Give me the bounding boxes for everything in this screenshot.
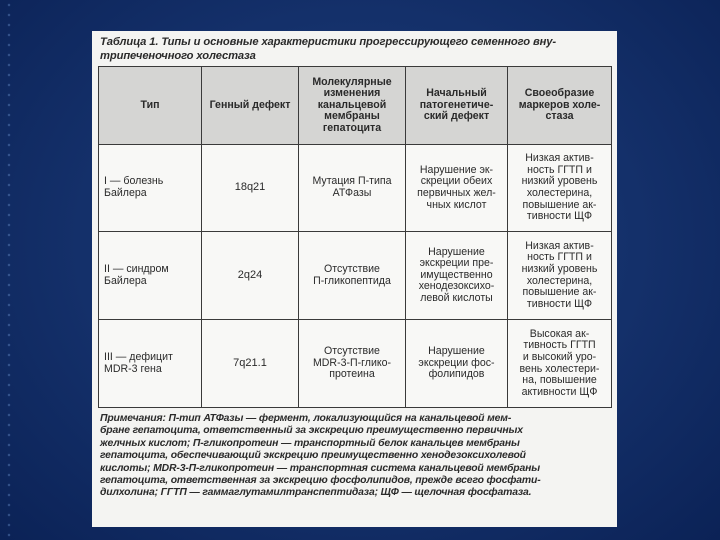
header-molecular-changes: Молекулярные изменения канальцевой мембраны гепатоцита bbox=[299, 67, 406, 145]
table-header-row bbox=[99, 67, 612, 145]
cell-initial-defect: Нарушение экскреции пре- имущественно хенодезоксихо- левой кислоты bbox=[406, 232, 508, 320]
notes-line: Примечания: П-тип АТФазы — фермент, локализующийся на канальцевой мем- bbox=[100, 413, 512, 424]
slide-edge-pattern bbox=[6, 0, 12, 540]
cell-initial-defect: Нарушение экскреции фос- фолипидов bbox=[406, 320, 508, 408]
cholestasis-types-table bbox=[98, 66, 612, 408]
cell-molecular: Отсутствие П-гликопептида bbox=[299, 232, 406, 320]
table-notes bbox=[98, 413, 611, 500]
cell-markers: Высокая ак- тивность ГГТП и высокий уро- вень холестери- на, повышение активности ЩФ bbox=[508, 320, 612, 408]
cell-type: III — дефицит MDR-3 гена bbox=[99, 320, 202, 408]
table-row bbox=[99, 145, 612, 232]
notes-line: кислоты; MDR-3-П-гликопротеин — транспортная система канальцевой мембраны bbox=[100, 462, 540, 474]
cell-molecular: Мутация П-типа АТФазы bbox=[299, 145, 406, 232]
caption-line: Таблица 1. Типы и основные характеристики прогрессирующего семенного вну- bbox=[100, 36, 557, 48]
header-type: Тип bbox=[99, 67, 202, 145]
table-caption bbox=[100, 36, 611, 63]
notes-line: дилхолина; ГГТП — гаммаглутамилтранспептидаза; ЩФ — щелочная фосфатаза. bbox=[100, 487, 532, 499]
notes-line: бране гепатоцита, ответственный за экскрецию преимущественно первичных bbox=[100, 425, 523, 437]
caption-line: трипеченочного холестаза bbox=[100, 49, 256, 62]
scanned-document-page bbox=[92, 31, 617, 527]
table-row bbox=[99, 320, 612, 408]
notes-line: гепатоцита, обеспечивающий экскрецию преимущественно хенодезоксихолевой bbox=[100, 450, 526, 462]
cell-gene: 7q21.1 bbox=[202, 320, 299, 408]
cell-gene: 2q24 bbox=[202, 232, 299, 320]
notes-line: гепатоцита, ответственная за экскрецию фосфолипидов, прежде всего фосфати- bbox=[100, 475, 541, 487]
cell-type: I — болезнь Байлера bbox=[99, 145, 202, 232]
table-row bbox=[99, 232, 612, 320]
cell-initial-defect: Нарушение эк- скреции обеих первичных жел- чных кислот bbox=[406, 145, 508, 232]
notes-line: желчных кислот; П-гликопротеин — транспортный белок канальцев мембраны bbox=[100, 437, 520, 449]
header-initial-defect: Начальный патогенетиче- ский дефект bbox=[406, 67, 508, 145]
header-markers: Своеобразие маркеров холе- стаза bbox=[508, 67, 612, 145]
header-gene-defect: Генный дефект bbox=[202, 67, 299, 145]
cell-gene: 18q21 bbox=[202, 145, 299, 232]
cell-markers: Низкая актив- ность ГГТП и низкий уровень холестерина, повышение ак- тивности ЩФ bbox=[508, 232, 612, 320]
cell-markers: Низкая актив- ность ГГТП и низкий уровень холестерина, повышение ак- тивности ЩФ bbox=[508, 145, 612, 232]
cell-molecular: Отсутствие MDR-3-П-глико- протеина bbox=[299, 320, 406, 408]
cell-type: II — синдром Байлера bbox=[99, 232, 202, 320]
